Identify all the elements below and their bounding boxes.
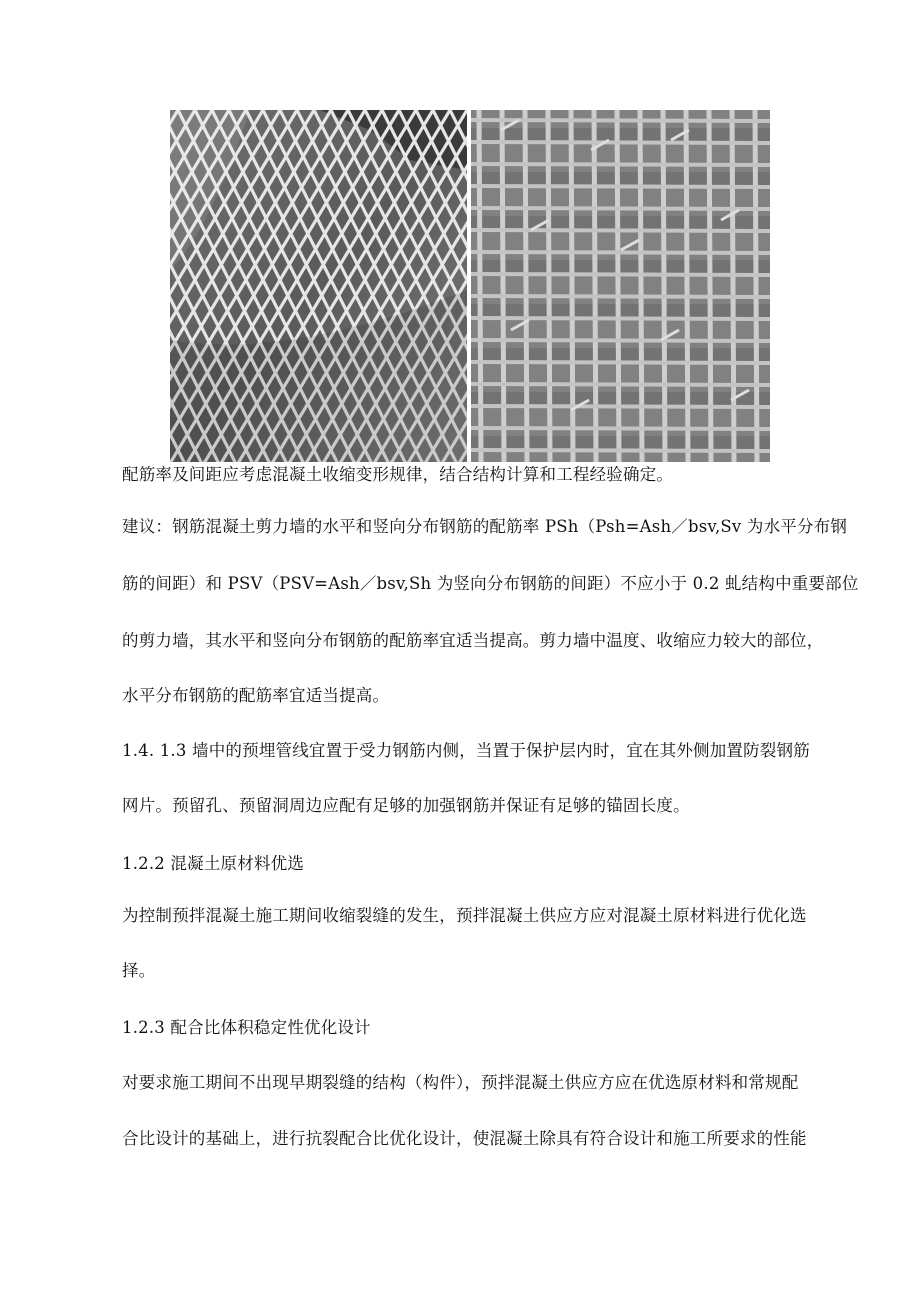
rebar-mesh-diagonal-image — [170, 110, 467, 462]
text-line-10: 择。 — [122, 961, 156, 980]
text-line-3: 筋的间距）和 PSV（PSV=Ash／bsv,Sh 为竖向分布钢筋的间距）不应小于 0.2 虬结构中重要部位 — [122, 574, 859, 593]
text-line-13: 合比设计的基础上，进行抗裂配合比优化设计，使混凝土除具有符合设计和施工所要求的性能 — [122, 1129, 807, 1148]
rebar-grid-cage-image — [471, 110, 770, 462]
text-line-9: 为控制预拌混凝土施工期间收缩裂缝的发生，预拌混凝土供应方应对混凝土原材料进行优化选 — [122, 906, 807, 925]
text-line-1: 配筋率及间距应考虑混凝土收缩变形规律，结合结构计算和工程经验确定。 — [122, 465, 674, 484]
text-line-5: 水平分布钢筋的配筋率宜适当提高。 — [122, 686, 390, 705]
text-line-7: 网片。预留孔、预留洞周边应配有足够的加强钢筋并保证有足够的锚固长度。 — [122, 796, 690, 815]
rebar-photos — [170, 110, 770, 462]
section-heading-1-2-2: 1.2.2 混凝土原材料优选 — [122, 854, 305, 873]
text-line-4: 的剪力墙，其水平和竖向分布钢筋的配筋率宜适当提高。剪力墙中温度、收缩应力较大的部位， — [122, 631, 824, 650]
text-line-2: 建议：钢筋混凝土剪力墙的水平和竖向分布钢筋的配筋率 PSh（Psh=Ash／bsv,Sv 为水平分布钢 — [122, 517, 848, 536]
section-heading-1-2-3: 1.2.3 配合比体积稳定性优化设计 — [122, 1018, 371, 1037]
rebar-mesh-diagonal-photo — [170, 110, 467, 462]
rebar-grid-cage-photo — [471, 110, 770, 462]
text-line-12: 对要求施工期间不出现早期裂缝的结构（构件），预拌混凝土供应方应在优选原材料和常规配 — [122, 1073, 799, 1092]
text-line-6: 1.4. 1.3 墙中的预埋管线宜置于受力钢筋内侧，当置于保护层内时，宜在其外侧加置防裂钢筋 — [122, 741, 810, 760]
